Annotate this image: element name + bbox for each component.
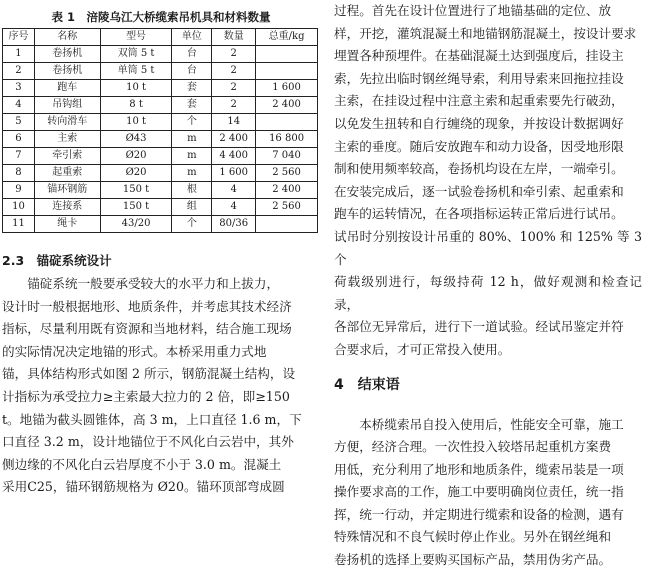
table-cell: 锚环钢筋 (34, 182, 100, 199)
table-cell: 2 (212, 97, 256, 114)
table-row (3, 216, 318, 233)
table-cell: 14 (212, 114, 256, 131)
text-line: 口直径 3.2 m，设计地锚位于不风化白云岩中，其外 (2, 434, 294, 450)
table-caption: 表 1 涪陵乌江大桥缆索吊机具和材料数量 (51, 10, 271, 24)
text-line: 制和使用频率较高，卷扬机均设在左岸，一端牵引。 (334, 161, 624, 177)
table-cell: 10 (3, 199, 35, 216)
table-cell: 4 400 (212, 148, 256, 165)
table-header-cell: 单位 (172, 29, 212, 46)
table-header-cell: 总重/kg (256, 29, 318, 46)
table-cell: 绳卡 (34, 216, 100, 233)
text-line: 设计时一般根据地形、地质条件，并考虑其技术经济 (2, 298, 292, 314)
table-cell: 4 (212, 199, 256, 216)
table-cell: 双筒 5 t (100, 46, 172, 63)
table-cell: 主索 (34, 131, 100, 148)
table-cell: 1 600 (212, 165, 256, 182)
text-line: 试吊时分别按设计吊重的 80%、100% 和 125% 等 3 个 (334, 228, 642, 267)
text-line: 卷扬机的选择上要购买国标产品，禁用伪劣产品。 (334, 552, 612, 568)
table-cell: 1 600 (256, 80, 318, 97)
table-cell: 个 (172, 114, 212, 131)
text-line: 指标，尽量利用既有资源和当地材料，结合施工现场 (2, 321, 292, 337)
text-line: 锚，具体结构形式如图 2 所示，钢筋混凝土结构，设 (2, 366, 296, 382)
right-column (334, 0, 642, 572)
table-cell: 2 400 (256, 182, 318, 199)
table-cell: 卷扬机 (34, 63, 100, 80)
left-column (2, 0, 320, 499)
text-line: 操作要求高的工作，施工中要明确岗位责任，统一指 (334, 484, 624, 500)
table-cell: 2 (212, 80, 256, 97)
table-header-row (3, 29, 318, 46)
table-cell: 43/20 (100, 216, 172, 233)
text-line: t。地锚为截头圆锥体，高 3 m，上口直径 1.6 m，下 (2, 411, 302, 427)
table-row (3, 199, 318, 216)
table-cell: 连接系 (34, 199, 100, 216)
text-line: 用低，充分利用了地形和地质条件，缆索吊装是一项 (334, 461, 624, 477)
table-row (3, 131, 318, 148)
table-cell: 2 (212, 46, 256, 63)
table-cell: 套 (172, 97, 212, 114)
table-cell: 1 (3, 46, 35, 63)
table-cell: m (172, 131, 212, 148)
table-header-cell: 型号 (100, 29, 172, 46)
text-line: 主索，在挂设过程中注意主索和起重索要先行破劲， (334, 93, 624, 109)
table-cell: Ø43 (100, 131, 172, 148)
table-cell: 2 560 (256, 199, 318, 216)
text-line: 侧边缘的不风化白云岩厚度不小于 3.0 m。混凝土 (2, 456, 282, 472)
continued-paragraph (334, 0, 642, 362)
section-4-body (334, 414, 642, 572)
text-line: 主索的垂度。随后安放跑车和动力设备，因受地形限 (334, 138, 624, 154)
table-cell: 8 t (100, 97, 172, 114)
text-line: 索，先拉出临时钢丝绳导索，利用导索来回拖拉挂设 (334, 70, 624, 86)
text-line: 样，开挖，灌筑混凝土和地锚钢筋混凝土，按设计要求 (334, 25, 637, 41)
table-cell (256, 114, 318, 131)
table-cell: 5 (3, 114, 35, 131)
table-cell: 7 (3, 148, 35, 165)
table-cell: 转向滑车 (34, 114, 100, 131)
section-2-3-body (2, 273, 320, 499)
table-cell: 80/36 (212, 216, 256, 233)
table-row (3, 165, 318, 182)
table-row (3, 182, 318, 199)
table-cell (256, 46, 318, 63)
text-line: 合要求后，才可正常投入使用。 (334, 341, 511, 357)
table-cell: 4 (3, 97, 35, 114)
table-cell: 套 (172, 80, 212, 97)
table-cell: 2 (212, 63, 256, 80)
table-cell: 个 (172, 216, 212, 233)
text-line: 荷载级别进行，每级持荷 12 h，做好观测和检查记录， (334, 274, 642, 312)
table-cell: 卷扬机 (34, 46, 100, 63)
table-cell: 台 (172, 46, 212, 63)
text-line: 过程。首先在设计位置进行了地锚基础的定位、放 (334, 3, 612, 18)
table-header-cell: 名称 (34, 29, 100, 46)
table-cell: Ø20 (100, 165, 172, 182)
table-cell: 台 (172, 63, 212, 80)
table-cell: m (172, 148, 212, 165)
table-row (3, 63, 318, 80)
table-cell: 2 400 (212, 131, 256, 148)
table-cell: 2 560 (256, 165, 318, 182)
table-cell: 150 t (100, 199, 172, 216)
table-cell: 牵引索 (34, 148, 100, 165)
table-cell: 2 400 (256, 97, 318, 114)
text-line: 计指标为承受拉力≥主索最大拉力的 2 倍，即≥150 (2, 388, 290, 404)
table-cell: 4 (212, 182, 256, 199)
table-cell: 根 (172, 182, 212, 199)
table-cell: 10 t (100, 114, 172, 131)
table-cell: 16 800 (256, 131, 318, 148)
table-row (3, 114, 318, 131)
table-cell: 9 (3, 182, 35, 199)
table-header-cell: 数量 (212, 29, 256, 46)
table-cell: 起重索 (34, 165, 100, 182)
text-line: 锚碇系统一般要承受较大的水平力和上拔力， (27, 276, 280, 291)
table-row (3, 80, 318, 97)
table-cell (256, 216, 318, 233)
text-line: 挥，统一行动，并定期进行缆索和设备的检测，遇有 (334, 506, 624, 522)
text-line: 埋置各种预埋件。在基础混凝土达到强度后，挂设主 (334, 48, 624, 64)
table-row (3, 46, 318, 63)
table-cell: 8 (3, 165, 35, 182)
table-cell: 单筒 5 t (100, 63, 172, 80)
table-cell: 3 (3, 80, 35, 97)
table-cell: 7 040 (256, 148, 318, 165)
table-cell: Ø20 (100, 148, 172, 165)
table-cell: m (172, 165, 212, 182)
section-heading-2-3: 2.3 锚碇系统设计 (2, 253, 112, 268)
table-cell: 吊钩组 (34, 97, 100, 114)
table-cell: 6 (3, 131, 35, 148)
text-line: 特殊情况和不良气候时停止作业。另外在钢丝绳和 (334, 529, 612, 545)
table-row (3, 148, 318, 165)
text-line: 跑车的运转情况，在各项指标运转正常后进行试吊。 (334, 206, 624, 222)
table-cell: 150 t (100, 182, 172, 199)
table-cell: 组 (172, 199, 212, 216)
table-cell (256, 63, 318, 80)
text-line: 的实际情况决定地锚的形式。本桥采用重力式地 (2, 343, 267, 359)
table-row (3, 97, 318, 114)
text-line: 各部位无异常后，进行下一道试验。经试吊鉴定并符 (334, 319, 624, 335)
section-heading-4: 4 结束语 (334, 376, 400, 393)
text-line: 以免发生扭转和自行缠绕的现象，并按设计数据调好 (334, 115, 624, 131)
text-line: 本桥缆索吊自投入使用后，性能安全可靠，施工 (359, 416, 624, 432)
text-line: 采用C25，锚环钢筋规格为 Ø20。锚环顶部弯成圆 (2, 479, 285, 495)
text-line: 方便，经济合理。一次性投入较塔吊起重机方案费 (334, 439, 612, 455)
table-cell: 10 t (100, 80, 172, 97)
equipment-table (2, 28, 318, 233)
table-cell: 跑车 (34, 80, 100, 97)
table-cell: 2 (3, 63, 35, 80)
table-cell: 11 (3, 216, 35, 233)
table-header-cell: 序号 (3, 29, 35, 46)
text-line: 在安装完成后，逐一试验卷扬机和牵引索、起重索和 (334, 183, 624, 199)
